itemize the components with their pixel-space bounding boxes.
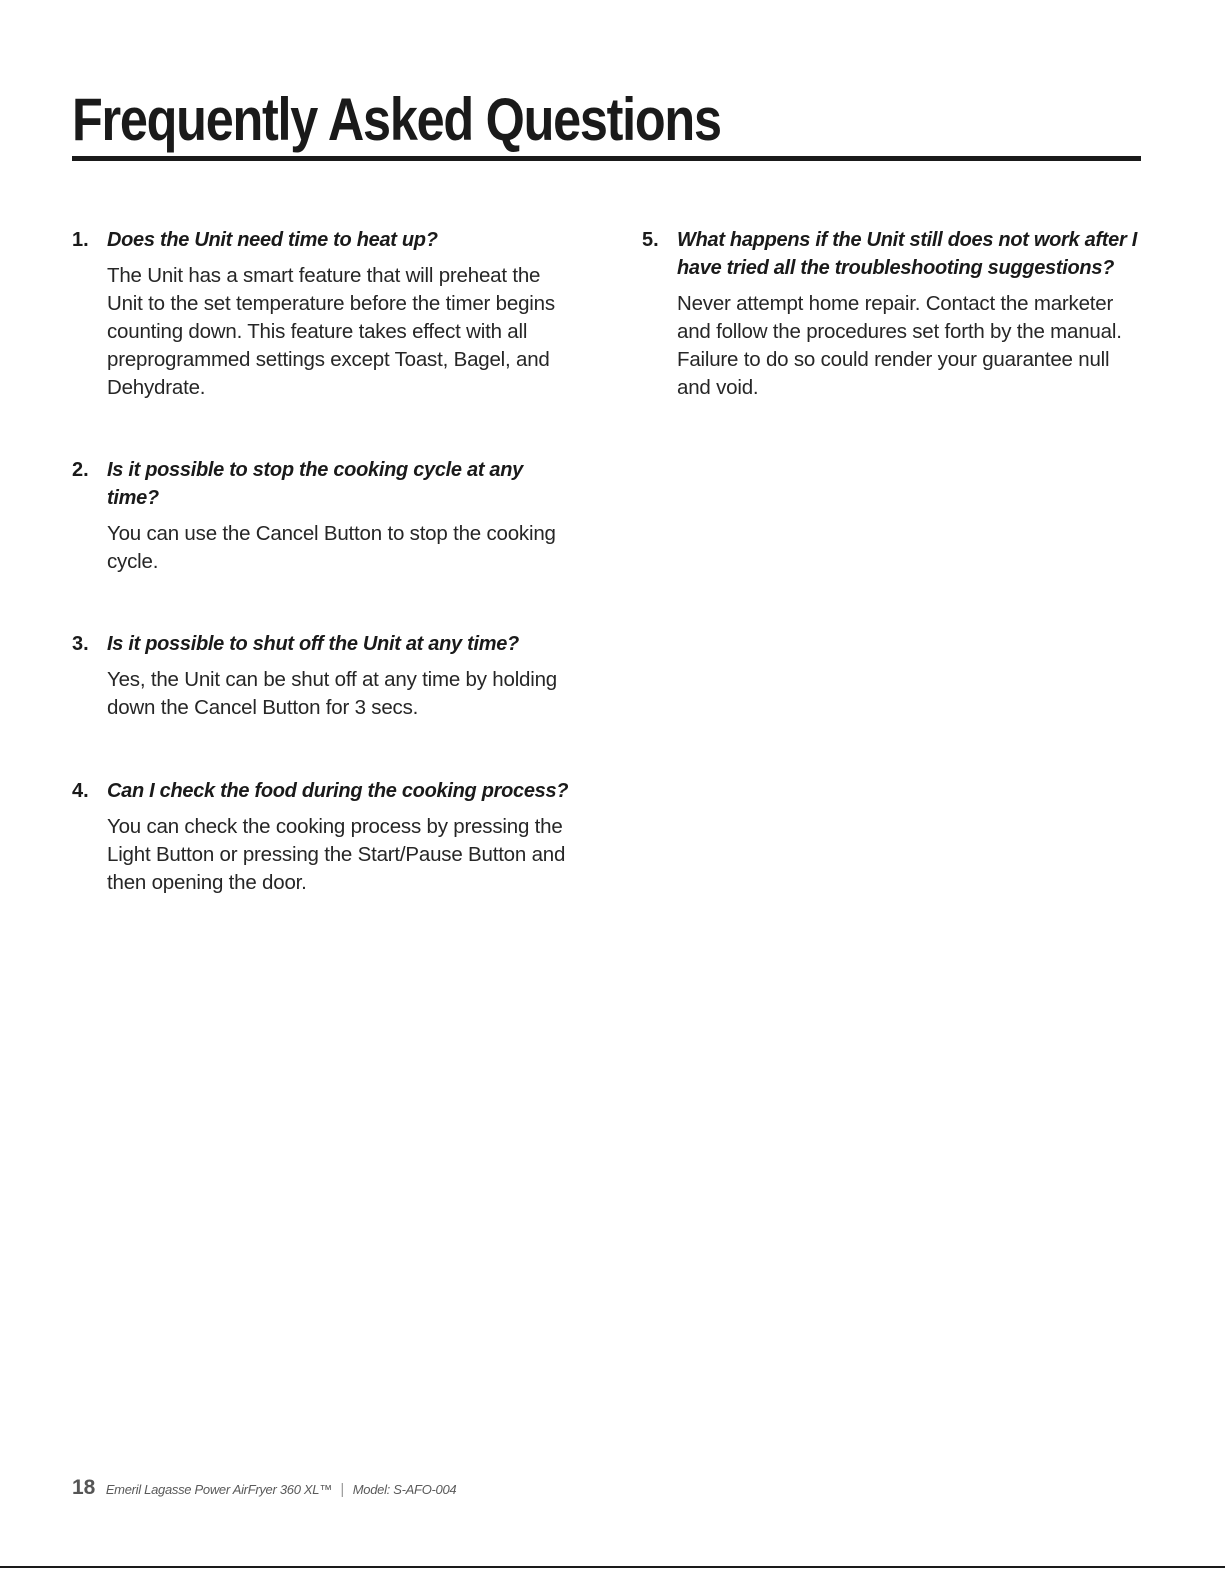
faq-item-4 <box>72 777 572 897</box>
faq-answer: Never attempt home repair. Contact the marketer and follow the procedures set forth by the manual. Failure to do so could render your guarantee null and void. <box>677 292 1122 399</box>
footer-model-number: Model: S-AFO-004 <box>352 1482 457 1497</box>
faq-number: 2. <box>72 459 89 481</box>
footer-separator: | <box>340 1481 345 1498</box>
faq-column-left <box>72 226 572 897</box>
page-number: 18 <box>72 1476 96 1499</box>
page-bottom-edge <box>0 1566 1225 1568</box>
title-divider <box>72 156 1141 161</box>
faq-answer: The Unit has a smart feature that will preheat the Unit to the set temperature before the timer begins counting down. This feature takes effect with all preprogrammed settings except Toast, Bagel, and Dehydrate. <box>107 264 555 399</box>
faq-item-2 <box>72 456 572 630</box>
faq-number: 1. <box>72 229 89 251</box>
faq-question: Is it possible to stop the cooking cycle at any time? <box>107 459 523 509</box>
faq-question: Does the Unit need time to heat up? <box>107 229 438 251</box>
faq-item-3 <box>72 630 572 777</box>
faq-answer: You can use the Cancel Button to stop the cooking cycle. <box>107 522 556 573</box>
faq-answer: Yes, the Unit can be shut off at any time by holding down the Cancel Button for 3 secs. <box>107 668 558 719</box>
page-title: Frequently Asked Questions <box>72 86 721 153</box>
faq-item-5 <box>642 226 1142 402</box>
faq-number: 5. <box>642 229 659 251</box>
faq-number: 3. <box>72 633 89 655</box>
faq-question: Is it possible to shut off the Unit at any time? <box>107 633 519 655</box>
faq-answer: You can check the cooking process by pressing the Light Button or pressing the Start/Pause Button and then opening the door. <box>107 815 566 894</box>
faq-number: 4. <box>72 780 89 802</box>
page-footer <box>72 1476 456 1500</box>
faq-column-right <box>642 226 1142 402</box>
faq-question: What happens if the Unit still does not work after I have tried all the troubleshooting suggestions? <box>677 229 1137 279</box>
faq-question: Can I check the food during the cooking process? <box>107 780 569 802</box>
footer-product-name: Emeril Lagasse Power AirFryer 360 XL™ <box>105 1482 332 1497</box>
faq-item-1 <box>72 226 572 456</box>
